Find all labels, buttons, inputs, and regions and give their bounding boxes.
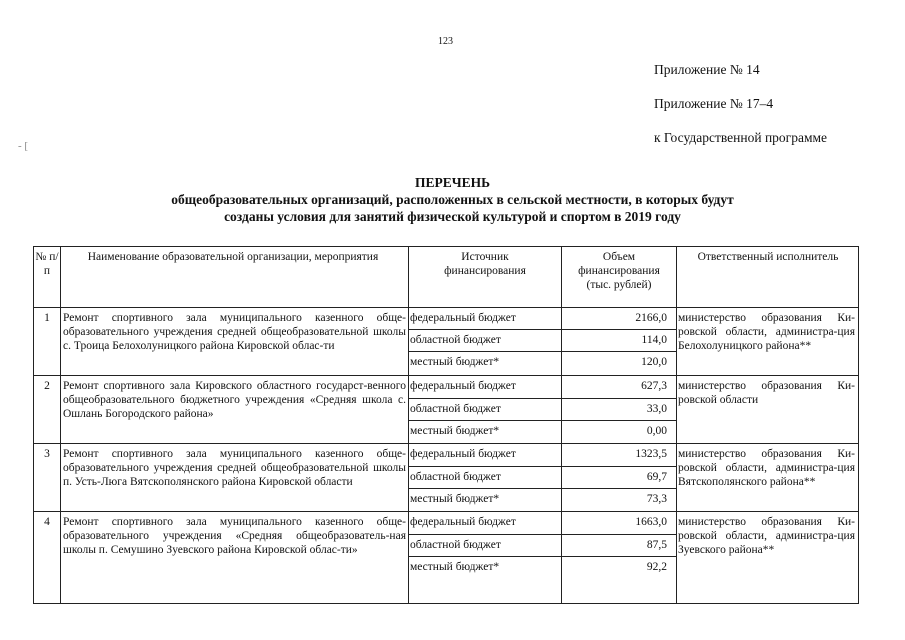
row-4-source-1: федеральный бюджет	[410, 516, 516, 528]
header-name: Наименование образовательной организации, мероприятия	[87, 251, 379, 263]
row-4-amount-1: 1663,0	[635, 516, 667, 528]
row-1-source-1: федеральный бюджет	[410, 312, 516, 324]
funding-table	[33, 246, 859, 604]
appendix-line-1: Приложение № 14	[654, 62, 760, 77]
row-2-number: 2	[44, 380, 50, 392]
row-2-source-2: областной бюджет	[410, 403, 501, 415]
row-3-executor: министерство образования Ки-ровской области, администра-ция Вятскополянского района**	[678, 448, 855, 488]
row-4-amount-2: 87,5	[646, 539, 667, 551]
row-3-source-2: областной бюджет	[410, 471, 501, 483]
row-4-executor: министерство образования Ки-ровской области, администра-ция Зуевского района**	[678, 516, 855, 556]
row-1-amount-1: 2166,0	[635, 312, 667, 324]
row-1-executor: министерство образования Ки-ровской области, администра-ция Белохолуницкого района**	[678, 312, 855, 352]
row-2-source-3: местный бюджет*	[410, 425, 500, 437]
row-2-executor: министерство образования Ки-ровской области	[678, 380, 855, 406]
row-3-name: Ремонт спортивного зала муниципального казенного обще-образовательного учреждения средней общеобразовательной школы п. Усть-Люга Вятскополянского района Кировской области	[63, 448, 406, 488]
row-3-amount-3: 73,3	[646, 493, 667, 505]
row-2-amount-1: 627,3	[641, 380, 667, 392]
row-3-number: 3	[44, 448, 50, 460]
row-1-name: Ремонт спортивного зала муниципального казенного обще-образовательного учреждения средней общеобразовательной школы с. Троица Белохолуницкого района Кировской облас-ти	[63, 312, 406, 352]
row-4-amount-3: 92,2	[646, 561, 667, 573]
row-2-amount-2: 33,0	[646, 403, 667, 415]
row-1-source-2: областной бюджет	[410, 334, 501, 346]
appendix-line-3: к Государственной программе	[654, 130, 828, 145]
row-2-source-1: федеральный бюджет	[410, 380, 516, 392]
document-heading: ПЕРЕЧЕНЬ	[414, 175, 491, 190]
row-1-amount-2: 114,0	[641, 334, 667, 346]
row-1-number: 1	[44, 312, 50, 324]
page-number: 123	[438, 36, 453, 47]
row-4-name: Ремонт спортивного зала муниципального казенного обще-образовательного учреждения «Средняя общеобразователь-ная школы п. Семушино Зуевского района Кировской облас-ти»	[63, 516, 406, 556]
margin-mark: - [	[18, 140, 29, 152]
row-3-source-1: федеральный бюджет	[410, 448, 516, 460]
row-3-source-3: местный бюджет*	[410, 493, 500, 505]
row-4-source-2: областной бюджет	[410, 539, 501, 551]
document-title-line-2: созданы условия для занятий физической культурой и спортом в 2019 году	[224, 209, 681, 224]
header-source: Источник финансирования	[444, 251, 526, 277]
row-3-amount-2: 69,7	[646, 471, 667, 483]
document-title-line-1: общеобразовательных организаций, расположенных в сельской местности, в которых будут	[171, 192, 734, 207]
row-1-amount-3: 120,0	[641, 356, 667, 368]
header-amount: Объем финансирования (тыс. рублей)	[578, 251, 660, 291]
row-2-amount-3: 0,00	[646, 425, 667, 437]
header-number: № п/п	[35, 251, 59, 277]
row-4-source-3: местный бюджет*	[410, 561, 500, 573]
row-2-name: Ремонт спортивного зала Кировского областного государст-венного общеобразовательного бюджетного учреждения «Средняя школа с. Ошлань Богородского района»	[63, 380, 406, 420]
row-4-number: 4	[44, 516, 50, 528]
header-executor: Ответственный исполнитель	[697, 251, 839, 263]
appendix-line-2: Приложение № 17–4	[654, 96, 774, 111]
row-1-source-3: местный бюджет*	[410, 356, 500, 368]
row-3-amount-1: 1323,5	[635, 448, 667, 460]
